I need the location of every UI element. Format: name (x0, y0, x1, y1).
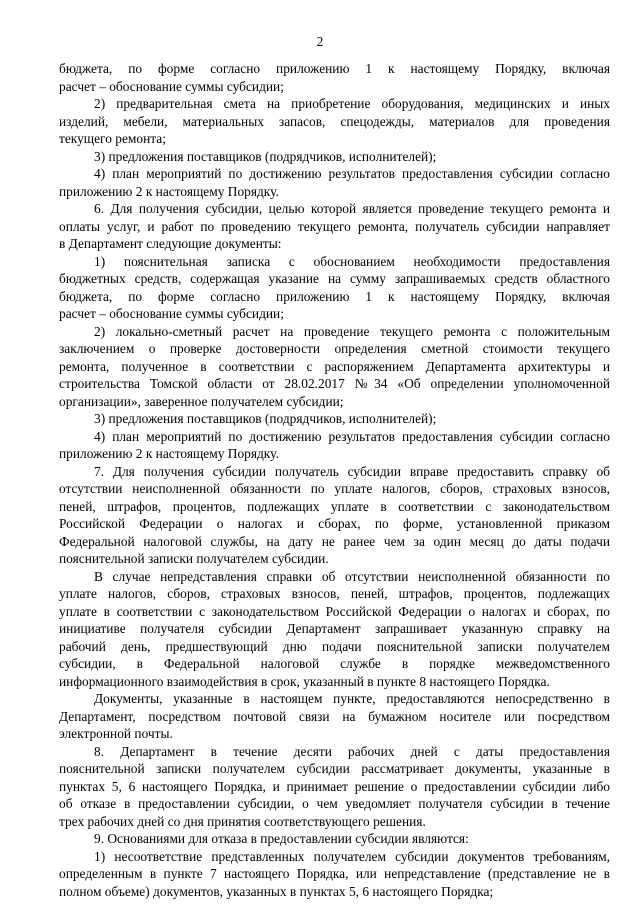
text-line: 2) локально-сметный расчет на проведение текущего ремонта с положительным (94, 323, 610, 339)
text-line: уплате налогов, сборов, страховых взносов, пеней, штрафов, процентов, подлежащих (59, 586, 610, 601)
text-line: 6. Для получения субсидии, целью которой является проведение текущего ремонта и (94, 201, 610, 216)
text-line: пояснительной записки получателем субсидии рассматривает документы, указанные в (59, 761, 610, 776)
text-line: уплате в соответствии с законодательством Российской Федерации о налогах и сборах, по (59, 603, 610, 619)
text-line: 1) несоответствие представленных получателем субсидии документов требованиям, (94, 848, 610, 864)
text-line: 8. Департамент в течение десяти рабочих дней с даты предоставления (94, 743, 610, 759)
text-line: инициативе получателя субсидии Департамент запрашивает указанную справку на (59, 621, 610, 636)
text-line: 4) план мероприятий по достижению результатов предоставления субсидии согласно (94, 428, 610, 444)
text-line: 7. Для получения субсидии получатель субсидии вправе предоставить справку об (94, 463, 610, 479)
text-line: В случае непредставления справки об отсутствии неисполненной обязанности по (94, 568, 610, 584)
text-line: пояснительной записки получателем субсидии. (59, 551, 329, 566)
text-line: в Департамент следующие документы: (59, 236, 282, 251)
text-line: заключением о проверке достоверности определения сметной стоимости текущего (59, 341, 610, 356)
text-line: Российской Федерации о налогах и сборах, по форме, установленной приказом (59, 516, 610, 531)
text-line: рабочий день, предшествующий дню подачи пояснительной записки получателем (59, 638, 610, 654)
text-line: об отказе в предоставлении субсидии, о чем уведомляет получателя субсидии в течение (59, 796, 610, 811)
text-line: изделий, мебели, материальных запасов, спецодежды, материалов для проведения (59, 113, 610, 129)
text-line: отсутствии неисполненной обязанности по уплате налогов, сборов, страховых взносов, (59, 481, 610, 496)
text-line: расчет – обоснование суммы субсидии; (59, 306, 284, 321)
text-line: информационного взаимодействия в срок, указанный в пункте 8 настоящего Порядка. (59, 673, 550, 689)
text-line: текущего ремонта; (59, 131, 166, 146)
text-line: субсидии, в Федеральной налоговой службе в порядке межведомственного (59, 656, 610, 671)
text-line: 3) предложения поставщиков (подрядчиков, исполнителей); (94, 411, 437, 426)
text-line: трех рабочих дней со дня принятия соответствующего решения. (59, 813, 426, 829)
text-line: бюджета, по форме согласно приложению 1 к настоящему Порядку, включая (59, 61, 610, 76)
text-line: Федеральной налоговой службы, на дату не ранее чем за один месяц до даты подачи (59, 533, 610, 549)
text-line: оплаты услуг, и работ по проведению текущего ремонта, получатель субсидии направляет (59, 218, 610, 234)
text-line: 4) план мероприятий по достижению результатов предоставления субсидии согласно (94, 166, 610, 181)
text-line: 3) предложения поставщиков (подрядчиков, исполнителей); (94, 148, 437, 164)
text-line: Департамент, посредством почтовой связи на бумажном носителе или посредством (59, 708, 610, 724)
text-line: пеней, штрафов, процентов, подлежащих уплате в соответствии с законодательством (59, 498, 610, 514)
document-body (59, 60, 610, 900)
text-line: 9. Основаниями для отказа в предоставлении субсидии являются: (94, 831, 469, 846)
text-line: полном объеме) документов, указанных в пунктах 5, 6 настоящего Порядка; (59, 883, 494, 899)
text-line: 2) предварительная смета на приобретение оборудования, медицинских и иных (94, 96, 610, 111)
text-line: 1) пояснительная записка с обоснованием необходимости предоставления (94, 253, 610, 269)
text-line: расчет – обоснование суммы субсидии; (59, 78, 284, 94)
text-line: бюджета, по форме согласно приложению 1 к настоящему Порядку, включая (59, 288, 610, 304)
text-line: пунктах 5, 6 настоящего Порядка, и принимает решение о предоставлении субсидии либо (59, 778, 610, 794)
text-line: определенным в пункте 7 настоящего Порядка, или непредставление (представление не в (59, 866, 610, 881)
text-line: электронной почты. (59, 726, 173, 741)
text-line: Документы, указанные в настоящем пункте, предоставляются непосредственно в (94, 691, 610, 706)
text-line: приложению 2 к настоящему Порядку. (59, 446, 279, 461)
page-number: 2 (316, 34, 324, 49)
text-line: строительства Томской области от 28.02.2017 №34 «Об определении уполномоченной (59, 376, 610, 391)
text-line: ремонта, полученное в соответствии с распоряжением Департамента архитектуры и (59, 358, 610, 374)
text-line: приложению 2 к настоящему Порядку. (59, 183, 279, 199)
text-line: бюджетных средств, содержащая указание на сумму запрашиваемых средств областного (59, 271, 610, 286)
text-line: организации», заверенное получателем субсидии; (59, 393, 344, 409)
